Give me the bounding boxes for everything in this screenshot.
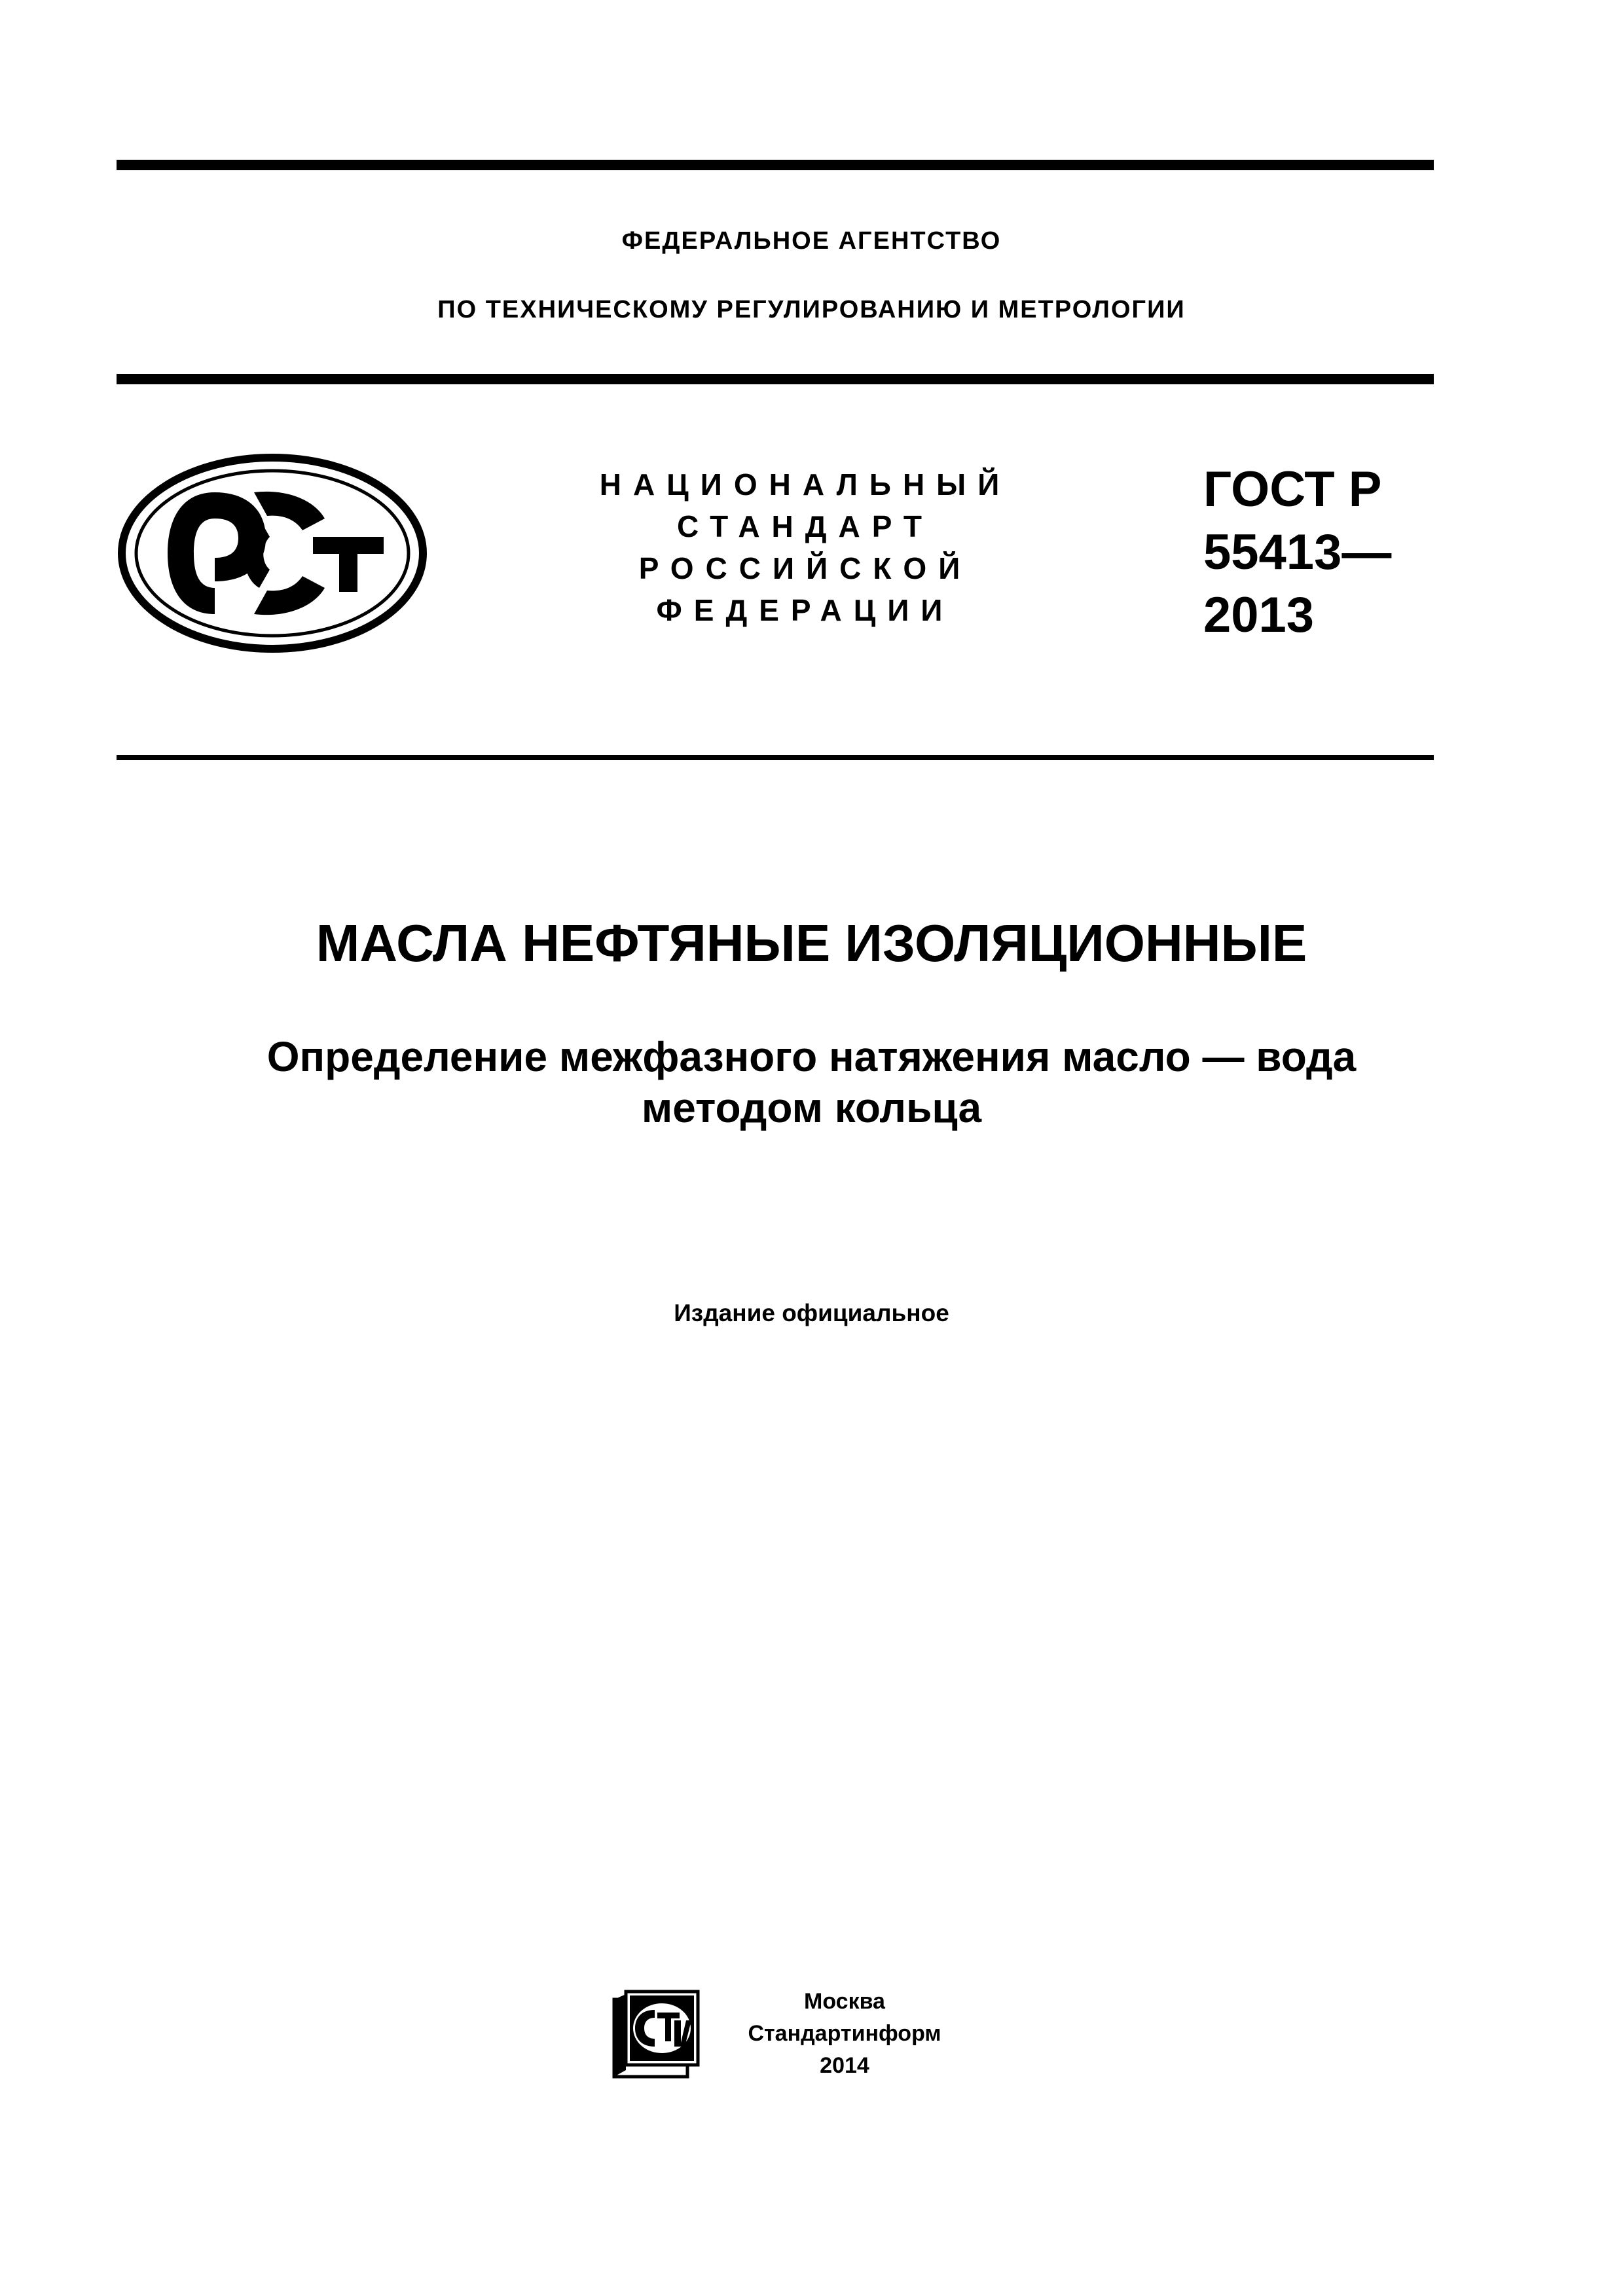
designation-line: 55413— [1203, 524, 1392, 580]
document-subtitle [0, 1031, 1623, 1133]
rst-logo-icon [117, 453, 428, 653]
subtitle-line: методом кольца [641, 1084, 982, 1131]
imprint-publisher: Стандартинформ [748, 2021, 941, 2046]
agency-name-line-2: ПО ТЕХНИЧЕСКОМУ РЕГУЛИРОВАНИЮ И МЕТРОЛОГИИ [437, 296, 1186, 323]
standard-kind-block [576, 464, 1034, 631]
standard-kind-line: СТАНДАРТ [677, 509, 934, 543]
standartinform-logo-icon [611, 1988, 703, 2079]
edition-note: Издание официальное [674, 1300, 949, 1326]
imprint-block [714, 1986, 976, 2082]
agency-name-line-1: ФЕДЕРАЛЬНОЕ АГЕНТСТВО [621, 227, 1002, 255]
lower-divider [117, 755, 1434, 760]
top-divider [117, 160, 1434, 170]
standard-kind-line: РОССИЙСКОЙ [638, 551, 972, 585]
designation-line: ГОСТ Р [1203, 462, 1382, 517]
middle-divider [117, 374, 1434, 384]
subtitle-line: Определение межфазного натяжения масло — вода [266, 1033, 1357, 1080]
standard-kind-line: НАЦИОНАЛЬНЫЙ [599, 467, 1012, 501]
imprint-year: 2014 [820, 2053, 869, 2078]
standard-designation [1203, 458, 1391, 647]
standard-kind-line: ФЕДЕРАЦИИ [656, 593, 955, 627]
document-title: МАСЛА НЕФТЯНЫЕ ИЗОЛЯЦИОННЫЕ [316, 914, 1307, 972]
designation-line: 2013 [1203, 587, 1315, 643]
imprint-city: Москва [804, 1989, 885, 2014]
